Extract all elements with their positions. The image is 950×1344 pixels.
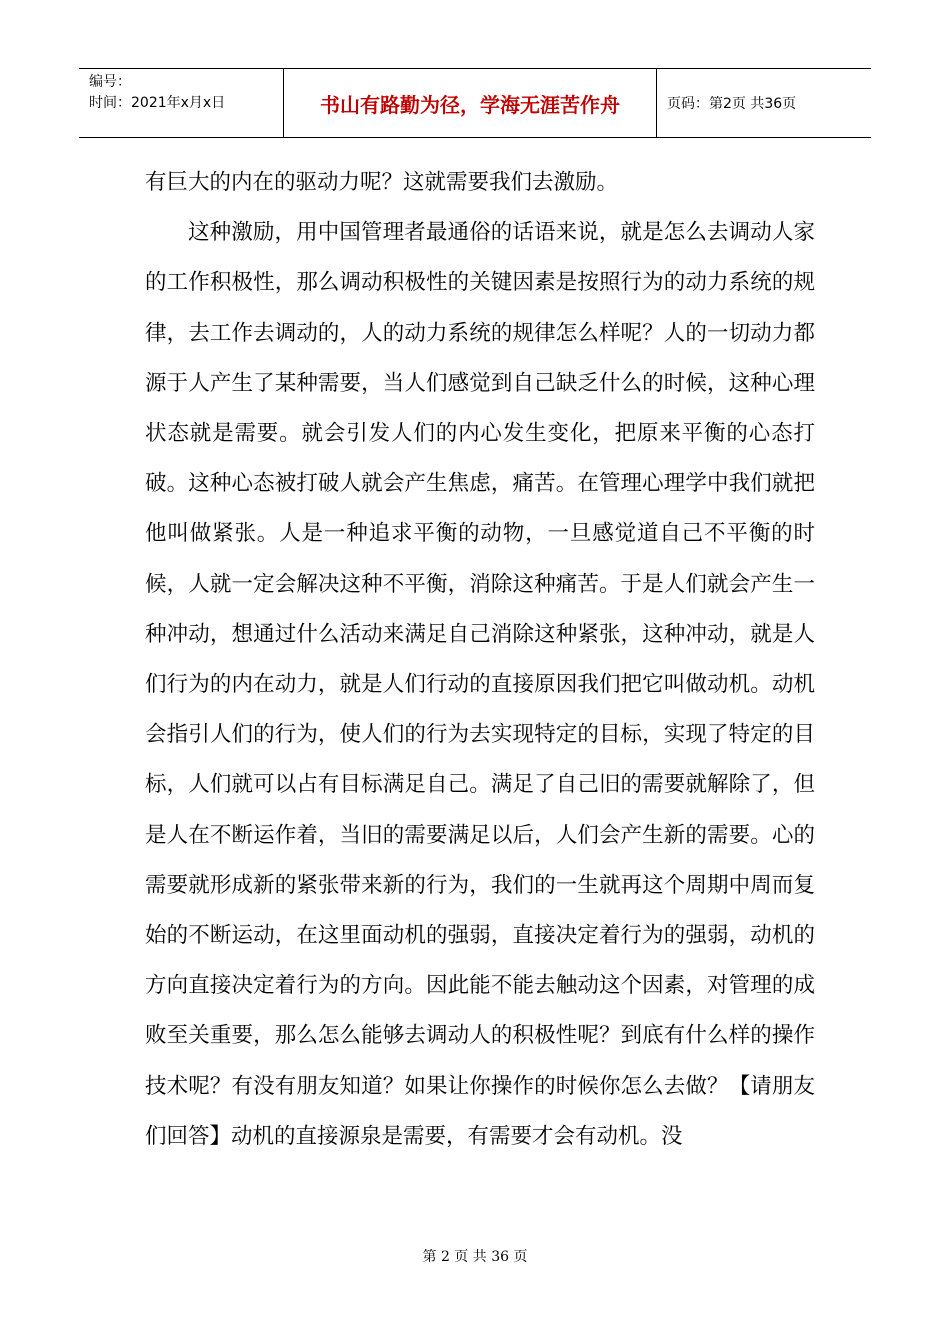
page-footer: 第 2 页 共 36 页 [422,1249,528,1265]
paragraph: 这种激励，用中国管理者最通俗的话语来说，就是怎么去调动人家的工作积极性，那么调动积极性的关键因素是按照行为的动力系统的规律，去工作去调动的，人的动力系统的规律怎么样呢？人的一切动力都源于人产生了某种需要，当人们感觉到自己缺乏什么的时候，这种心理状态就是需要。就会引发人们的内心发生变化，把原来平衡的心态打破。这种心态被打破人就会产生焦虑，痛苦。在管理心理学中我们就把他叫做紧张。人是一种追求平衡的动物，一旦感觉道自己不平衡的时候，人就一定会解决这种不平衡，消除这种痛苦。于是人们就会产生一种冲动，想通过什么活动来满足自己消除这种紧张，这种冲动，就是人们行为的内在动力，就是人们行动的直接原因我们把它叫做动机。动机会指引人们的行为，使人们的行为去实现特定的目标，实现了特定的目标，人们就可以占有目标满足自己。满足了自己旧的需要就解除了，但是人在不断运作着，当旧的需要满足以后，人们会产生新的需要。心的需要就形成新的紧张带来新的行为，我们的一生就再这个周期中周而复始的不断运动，在这里面动机的强弱，直接决定着行为的强弱，动机的方向直接决定着行为的方向。因此能不能去触动这个因素，对管理的成败至关重要，那么怎么能够去调动人的积极性呢？到底有什么样的操作技术呢？有没有朋友知道？如果让你操作的时候你怎么去做？【请朋友们回答】动机的直接源泉是需要，有需要才会有动机。没 [145,220,815,1149]
document-header [79,68,871,138]
number-label: 编号： [89,74,131,90]
header-meta [79,69,284,137]
paragraph: 有巨大的内在的驱动力呢？这就需要我们去激励。 [145,170,619,195]
header-page-info: 页码：第2页 共36页 [667,96,797,112]
document-body [145,158,815,1162]
date-line: 时间：2021年x月x日 [89,95,226,111]
header-motto: 书山有路勤为径，学海无涯苦作舟 [284,69,657,137]
